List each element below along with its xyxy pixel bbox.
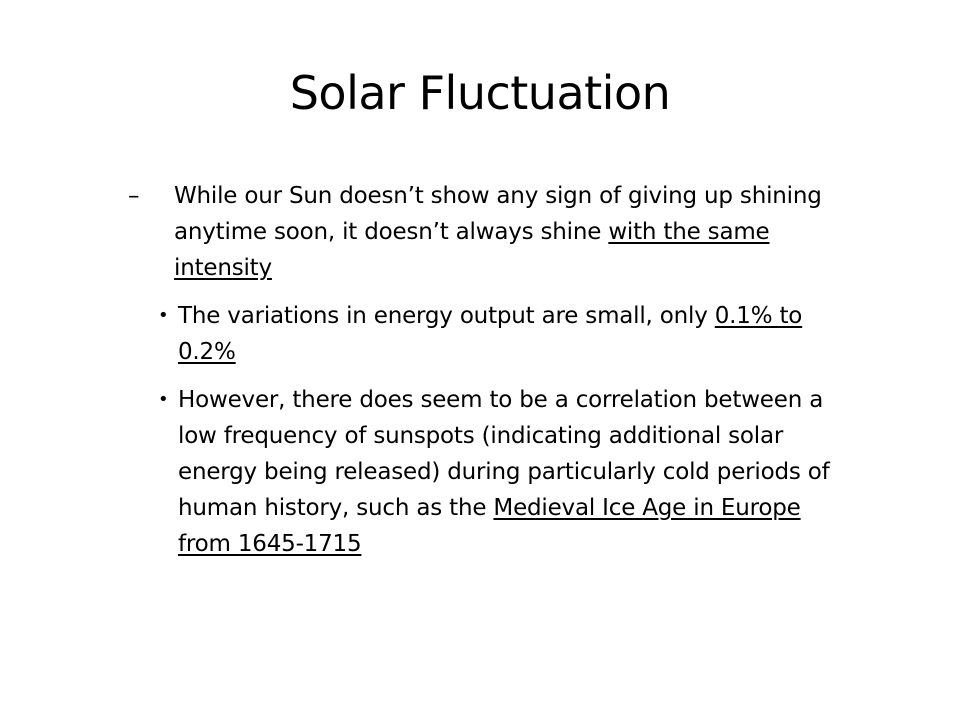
main-point-text: While our Sun doesn’t show any sign of giving up shining anytime soon, it doesn’t always shine (174, 183, 822, 245)
sub-point-text: However, there does seem to be a correlation between a low frequency of sunspots (indicating additional solar energy being released) during particularly cold periods of human history, such as the (178, 387, 830, 521)
bullet-marker: • (158, 389, 169, 410)
slide-content (128, 178, 848, 562)
sub-point-variations (158, 298, 848, 370)
main-point-underlined: with the same intensity (174, 219, 770, 281)
main-point (128, 178, 848, 286)
sub-point-correlation (158, 382, 848, 562)
sub-point-text: The variations in energy output are small, only (178, 303, 715, 329)
sub-point-underlined: Medieval Ice Age in Europe from 1645-1715 (178, 495, 801, 557)
bullet-marker: • (158, 305, 169, 326)
dash-marker: – (128, 183, 140, 209)
slide-title: Solar Fluctuation (289, 66, 671, 120)
sub-point-underlined: 0.1% to 0.2% (178, 303, 803, 365)
